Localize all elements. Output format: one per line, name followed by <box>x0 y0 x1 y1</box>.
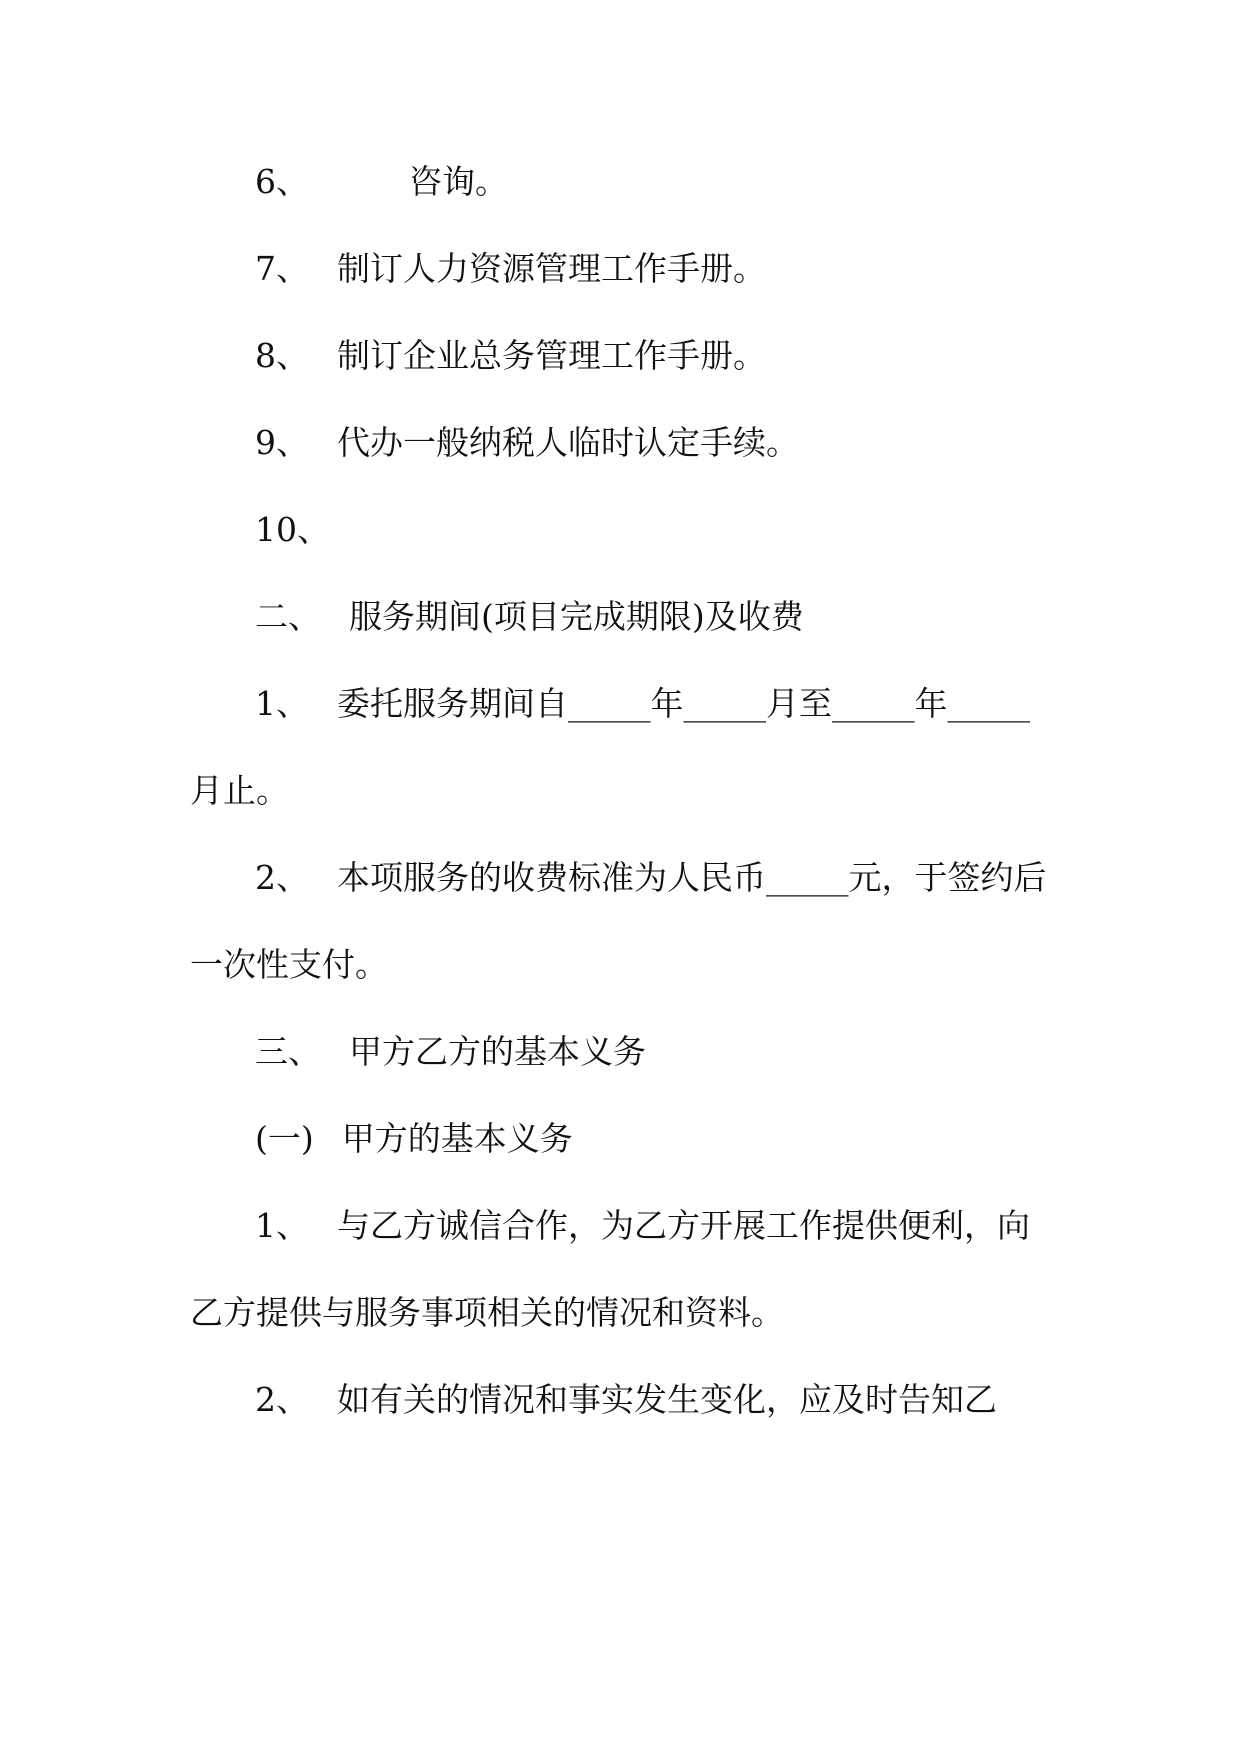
section-title: 甲方乙方的基本义务 <box>349 1032 646 1071</box>
item-text: 代办一般纳税人临时认定手续。 <box>337 423 799 462</box>
item-text: 如有关的情况和事实发生变化，应及时告知乙 <box>337 1380 997 1419</box>
clause-3-1-2 <box>255 1380 997 1420</box>
item-number: 7、 <box>255 249 309 288</box>
item-text: 制订企业总务管理工作手册。 <box>337 336 766 375</box>
item-number: 2、 <box>255 1380 309 1419</box>
item-text: 本项服务的收费标准为人民币_____元，于签约后 <box>337 858 1047 897</box>
clause-3-1-1 <box>255 1206 1030 1246</box>
item-number: 1、 <box>255 684 309 723</box>
section-heading-3 <box>255 1032 646 1072</box>
subsection-number: (一) <box>255 1119 314 1158</box>
item-10 <box>255 510 330 550</box>
clause-2-1-continued <box>190 771 289 811</box>
section-heading-2 <box>255 597 804 637</box>
item-text: 委托服务期间自_____年_____月至_____年_____ <box>337 684 1030 723</box>
item-text: 制订人力资源管理工作手册。 <box>337 249 766 288</box>
item-text: 与乙方诚信合作，为乙方开展工作提供便利，向 <box>337 1206 1030 1245</box>
item-number: 9、 <box>255 423 309 462</box>
item-number: 8、 <box>255 336 309 375</box>
item-7 <box>255 249 766 289</box>
clause-3-1-1-continued <box>190 1293 784 1333</box>
item-text: 乙方提供与服务事项相关的情况和资料。 <box>190 1293 784 1332</box>
item-text: 一次性支付。 <box>190 945 388 984</box>
subsection-title: 甲方的基本义务 <box>341 1119 573 1158</box>
item-number: 6、 <box>255 162 309 201</box>
subsection-heading-1 <box>255 1119 573 1159</box>
item-6 <box>255 162 508 202</box>
section-number: 二、 <box>255 597 321 636</box>
item-text: 咨询。 <box>409 162 508 201</box>
item-number: 10、 <box>255 510 330 549</box>
clause-2-1 <box>255 684 1030 724</box>
clause-2-2-continued <box>190 945 388 985</box>
clause-2-2 <box>255 858 1047 898</box>
section-number: 三、 <box>255 1032 321 1071</box>
item-8 <box>255 336 766 376</box>
item-9 <box>255 423 799 463</box>
section-title: 服务期间(项目完成期限)及收费 <box>349 597 804 636</box>
item-number: 2、 <box>255 858 309 897</box>
item-text: 月止。 <box>190 771 289 810</box>
item-number: 1、 <box>255 1206 309 1245</box>
